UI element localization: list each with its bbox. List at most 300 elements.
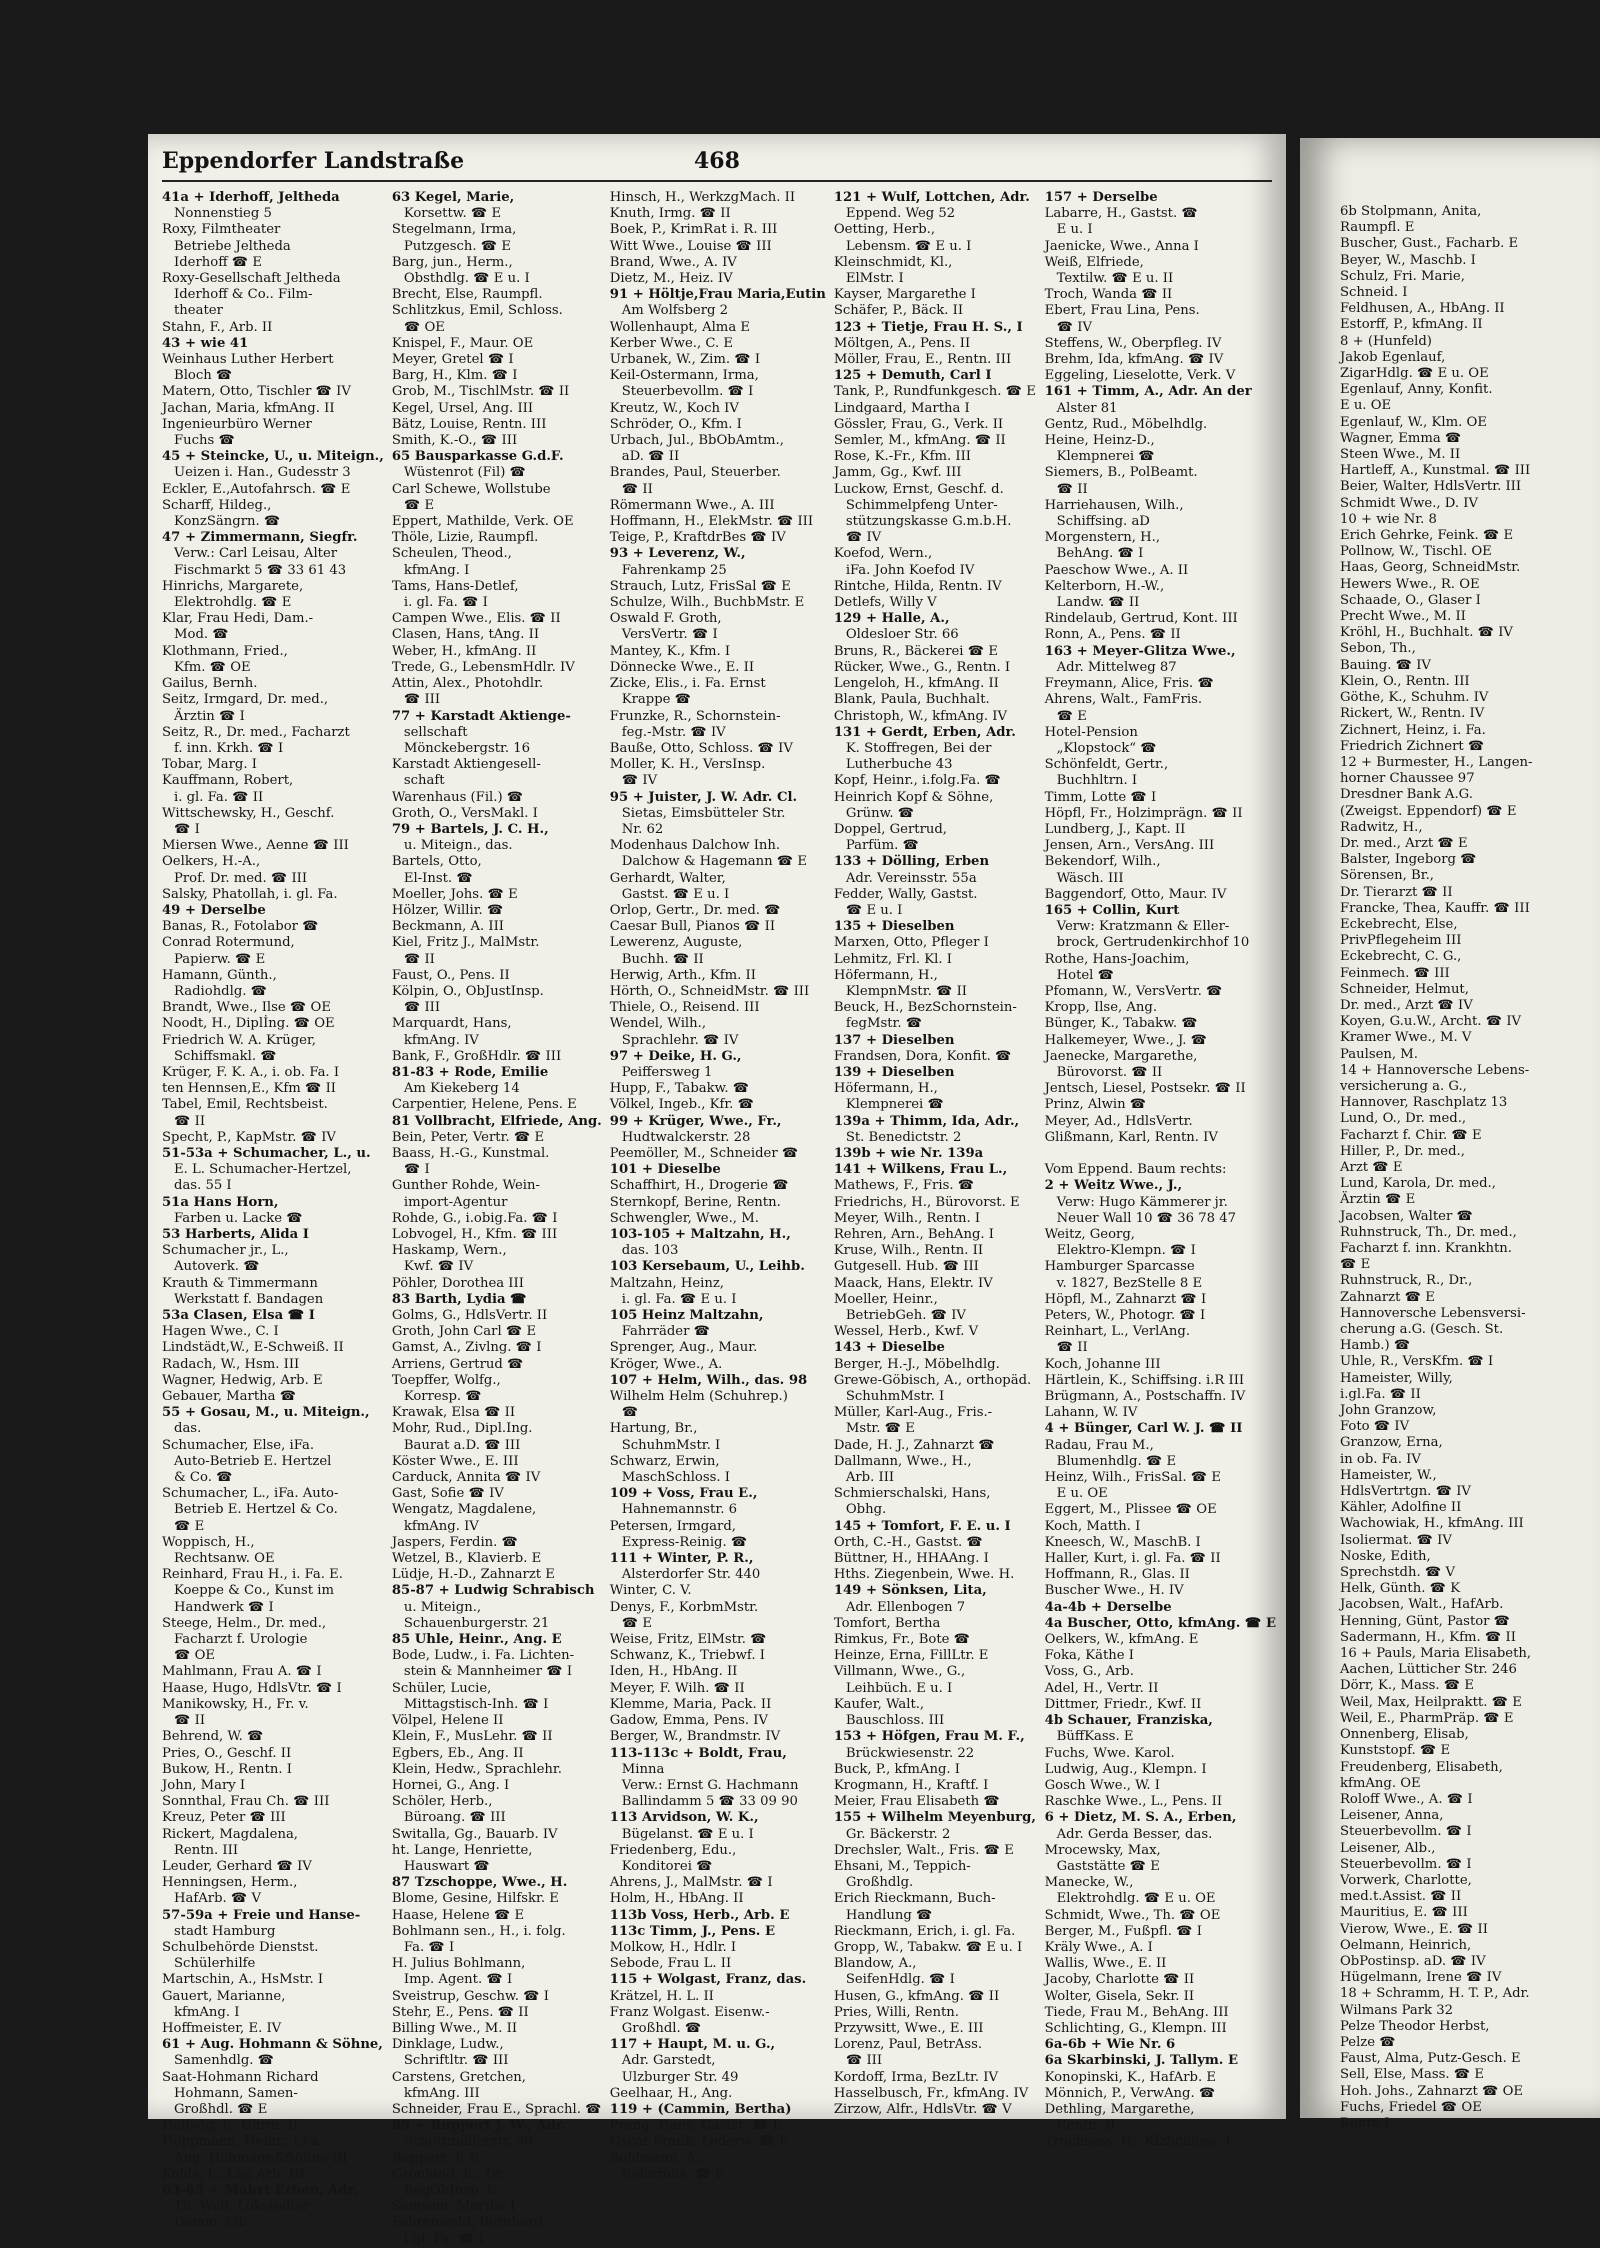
house-number-entry: 143 + Dieselbe <box>833 1340 945 1356</box>
house-number-entry: 43 + wie 41 <box>162 335 249 351</box>
directory-entry-line: Pöhler, Dorothea III <box>391 1275 524 1291</box>
directory-entry-line: Caesar Bull, Pianos ☎ II <box>609 919 776 935</box>
directory-entry-line: HdlsVertrtgn. ☎ IV <box>1340 1484 1471 1500</box>
directory-entry-line: Sprachlehr. ☎ IV <box>621 1032 739 1048</box>
directory-entry-line: Scharff, Hildeg., <box>162 497 272 513</box>
directory-entry-line: Jakob Egenlauf, <box>1340 349 1446 365</box>
house-number-entry: 51a Hans Horn, <box>162 1194 279 1210</box>
directory-entry-line: Klein, F., MusLehr. ☎ II <box>391 1729 553 1745</box>
directory-entry-line: El-Inst. ☎ <box>403 870 473 886</box>
directory-entry-line: Hartung, Br., <box>609 1421 698 1437</box>
directory-entry-line: Jensen, Arn., VersAng. III <box>1044 838 1215 854</box>
house-number-entry: 95 + Juister, J. W. Adr. Cl. <box>609 789 798 805</box>
directory-entry-line: Lüdje, H.-D., Zahnarzt E <box>391 1567 555 1583</box>
house-number-entry: 6a-6b + Wie Nr. 6 <box>1044 2037 1176 2053</box>
directory-entry-line: Schumacher, Else, iFa. <box>162 1437 315 1453</box>
house-number-entry: 163 + Meyer-Glitza Wwe., <box>1044 643 1236 659</box>
directory-entry-line: Rentn I <box>1340 2115 1390 2131</box>
directory-entry-line: Schwanz, K., Triebwf. I <box>609 1648 765 1664</box>
directory-entry-line: Haskamp, Wern., <box>391 1243 507 1259</box>
directory-entry-line: Berger, H.-J., Möbelhdlg. <box>833 1356 1000 1372</box>
directory-entry-line: Facharzt f. Urologie <box>174 1632 308 1648</box>
directory-entry-line: Büttner, H., HHAAng. I <box>833 1551 989 1567</box>
house-number-entry: 6a Skarbinski, J. Tallym. E <box>1044 2053 1239 2069</box>
directory-entry-line: Fa. ☎ I <box>403 1939 455 1955</box>
house-number-entry: 77 + Karstadt Aktienge- <box>391 708 571 724</box>
directory-entry-line: Stahn, F., Arb. II <box>162 319 273 335</box>
directory-entry-line: ☎ II <box>1056 1340 1088 1356</box>
directory-entry-line: Weitz, Georg, <box>1044 1227 1135 1242</box>
directory-entry-line: Schiffsmakl. ☎ <box>174 1048 277 1064</box>
directory-entry-line: E u. OE <box>1056 1486 1108 1502</box>
directory-entry-line: Leisener, Alb., <box>1340 1840 1436 1856</box>
directory-entry-line: Lehmitz, Frl. Kl. I <box>833 951 952 967</box>
directory-entry-line: Feinmech. ☎ III <box>1340 965 1450 981</box>
directory-entry-line: Brandes, Paul, Steuerber. <box>609 465 781 481</box>
directory-entry-line: Harriehausen, Wilh., <box>1044 497 1184 513</box>
directory-entry-line: Jaenicke, Wwe., Anna I <box>1044 238 1199 254</box>
directory-entry-line: Billing Wwe., M. II <box>391 2020 518 2036</box>
directory-entry-line: Jacobsen, Walter ☎ <box>1340 1208 1473 1224</box>
directory-entry-line: Hoffmann, R., Glas. II <box>1044 1567 1190 1583</box>
directory-entry-line: Werkstatt f. Bandagen <box>174 1291 324 1307</box>
directory-entry-line: Eckebrecht, C. G., <box>1340 949 1462 965</box>
directory-entry-line: Friedrichs, H., Bürovorst. E <box>833 1194 1020 1210</box>
directory-entry-line: Orth, C.-H., Gastst. ☎ <box>833 1534 983 1550</box>
directory-entry-line: Schaade, O., Glaser I <box>1340 592 1481 608</box>
directory-entry-line: Schulze, Wilh., BuchbMstr. E <box>609 595 805 611</box>
directory-entry-line: Knuth, Irmg. ☎ II <box>609 206 731 222</box>
directory-entry-line: Urbanek, W., Zim. ☎ I <box>609 352 761 368</box>
directory-entry-line: Samsam, Martha I <box>391 2199 516 2215</box>
house-number-entry: 47 + Zimmermann, Siegfr. <box>162 530 358 546</box>
directory-entry-line: Schumacher jr., L., <box>162 1243 289 1259</box>
directory-entry-line: Sebon, Th., <box>1340 641 1416 657</box>
directory-entry-line: Behrend, W. ☎ <box>162 1729 264 1745</box>
house-number-entry: 113c Timm, J., Pens. E <box>609 1923 776 1939</box>
directory-entry-line: Mönnich, P., VerwAng. ☎ <box>1044 2085 1216 2101</box>
directory-entry-line: Buchh. ☎ II <box>621 951 704 967</box>
directory-entry-line: Estorff, P., kfmAng. II <box>1340 317 1483 333</box>
directory-entry-line: ☎ E <box>1056 708 1087 724</box>
directory-entry-line: Lundberg, J., Kapt. II <box>1044 821 1186 837</box>
directory-entry-line: Ronn, A., Pens. ☎ II <box>1044 627 1181 643</box>
directory-entry-line: Peemöller, M., Schneider ☎ <box>609 1145 799 1161</box>
directory-entry-line: ☎ E u. I <box>845 902 903 918</box>
directory-entry-line: Winter, C. V. <box>609 1583 692 1599</box>
directory-entry-line: Frunzke, R., Schornstein- <box>609 708 781 724</box>
directory-entry-line: Arb. III <box>845 1470 895 1486</box>
directory-entry-line: Granzow, Erna, <box>1340 1435 1443 1451</box>
directory-entry-line: Koch, Johanne III <box>1044 1356 1161 1372</box>
directory-entry-line: Schlichting, G., Klempn. III <box>1044 2020 1227 2036</box>
directory-entry-line: kfmAng. OE <box>1340 1775 1421 1791</box>
directory-entry-line: Henningsen, Herm., <box>162 1875 298 1891</box>
directory-entry-line: Betrieb E. Hertzel & Co. <box>174 1502 338 1518</box>
directory-entry-line: Verw.: Carl Leisau, Alter <box>174 546 338 562</box>
directory-entry-line: Teige, P., KraftdrBes ☎ IV <box>609 530 786 546</box>
directory-entry-line: Baggendorf, Otto, Maur. IV <box>1044 886 1227 902</box>
directory-entry-line: Steffens, W., Oberpfleg. IV <box>1044 335 1222 351</box>
directory-entry-line: Maltzahn, Heinz, <box>609 1275 724 1291</box>
directory-entry-line: Elektrohdlg. ☎ E <box>174 595 292 611</box>
directory-entry-line: Semler, M., kfmAng. ☎ II <box>833 433 1006 449</box>
directory-entry-line: Müller, Karl-Aug., Fris.- <box>833 1405 993 1421</box>
directory-entry-line: Buscher, Gust., Facharb. E <box>1340 236 1519 252</box>
directory-entry-line: Husen, G., kfmAng. ☎ II <box>833 1988 1000 2004</box>
house-number-entry: 121 + Wulf, Lottchen, Adr. <box>833 190 1030 205</box>
directory-entry-line: Dinklage, Ludw., <box>391 2037 504 2053</box>
directory-entry-line: Manikowsky, H., Fr. v. <box>162 1696 309 1712</box>
directory-entry-line: (Zweigst. Eppendorf) ☎ E <box>1340 803 1517 819</box>
directory-entry-line: Hellwig, P., Uhrm. II <box>162 2118 299 2134</box>
directory-entry-line: Mstr. ☎ E <box>845 1421 915 1437</box>
directory-entry-line: Tobar, Marg. I <box>162 757 257 773</box>
directory-entry-line: Franz Wolgast. Eisenw.- <box>609 2004 770 2020</box>
directory-entry-line: Kreutz, W., Koch IV <box>609 400 739 416</box>
directory-entry-line: Aachen, Lütticher Str. 246 <box>1340 1662 1517 1678</box>
directory-entry-line: VersVertr. ☎ I <box>621 627 718 643</box>
directory-entry-line: Doppel, Gertrud, <box>833 821 948 837</box>
house-number-entry: 85-87 + Ludwig Schrabisch <box>391 1583 595 1599</box>
directory-entry-line: Dr. med., Arzt ☎ IV <box>1340 997 1473 1013</box>
directory-entry-line: Hagen Wwe., C. I <box>162 1324 279 1340</box>
directory-entry-line: Am Wolfsberg 2 <box>621 303 729 319</box>
directory-entry-line: Nr. 62 <box>621 821 664 837</box>
house-number-entry: 97 + Deike, H. G., <box>609 1048 742 1064</box>
directory-entry-line: Tomfort, Bertha <box>833 1615 941 1631</box>
directory-entry-line: Arriens, Gertrud ☎ <box>391 1356 524 1372</box>
directory-entry-line: Schauenburgerstr. 21 <box>403 1615 550 1631</box>
house-number-entry: 131 + Gerdt, Erben, Adr. <box>833 724 1016 740</box>
directory-entry-line: Adr. Gerda Besser, das. <box>1056 1826 1213 1842</box>
directory-entry-line: Schüler, Lucie, <box>391 1680 492 1696</box>
directory-entry-line: Koch, Matth. I <box>1044 1518 1141 1534</box>
directory-entry-line: Hasselbusch, Fr., kfmAng. IV <box>833 2085 1029 2101</box>
directory-entry-line: Stehr, E., Pens. ☎ II <box>391 2004 529 2020</box>
directory-entry-line: Kohls, F., Lag.Arb. III <box>162 2166 305 2182</box>
directory-entry-line: Brand, Wwe., A. IV <box>609 254 737 270</box>
directory-entry-line: St. Benedictstr. 2 <box>845 1129 962 1145</box>
directory-entry-line: ☎ IV <box>621 773 658 789</box>
directory-entry-line: Marquardt, Hans, <box>391 1016 512 1032</box>
directory-entry-line: Jacobsen, Walt., HafArb. <box>1340 1597 1504 1613</box>
directory-entry-line: Obsthdlg. ☎ E u. I <box>403 271 530 287</box>
directory-entry-line: Buck, P., kfmAng. I <box>833 1761 960 1777</box>
directory-entry-line: Lobvogel, H., Kfm. ☎ III <box>391 1227 558 1242</box>
directory-entry-line: Schäfer, P., Bäck. II <box>833 303 964 319</box>
directory-entry-line: Schönfeldt, Gertr., <box>1044 757 1169 773</box>
directory-entry-line: Alsterdorfer Str. 440 <box>621 1567 761 1583</box>
directory-entry-line: Precht Wwe., M. II <box>1340 609 1466 625</box>
directory-entry-line: Hartleff, A., Kunstmal. ☎ III <box>1340 463 1531 479</box>
directory-entry-line: Friedrich Zichnert ☎ <box>1340 738 1485 754</box>
directory-entry-line: i.gl. Fa. ☎ I <box>403 2231 484 2247</box>
directory-entry-line: Oscar Frank, Lederw. ☎ E <box>609 2134 789 2150</box>
directory-entry-line: Hiller, P., Dr. med., <box>1340 1143 1465 1159</box>
house-number-entry: 93 + Leverenz, W., <box>609 546 746 562</box>
directory-entry-line: Seitz, R., Dr. med., Facharzt <box>162 724 350 740</box>
directory-entry-line: Göthe, K., Schuhm. IV <box>1340 690 1489 706</box>
directory-entry-line: Gastst. ☎ E u. I <box>621 886 730 902</box>
directory-entry-line: Mrocewsky, Max, <box>1044 1842 1161 1858</box>
directory-entry-line: Oelkers, W., kfmAng. E <box>1044 1632 1199 1648</box>
directory-entry-line: Römermann Wwe., A. III <box>609 497 775 513</box>
house-number-entry: 85 Uhle, Heinr., Ang. E <box>391 1632 562 1648</box>
directory-entry-line: Dallmann, Wwe., H., <box>833 1453 972 1469</box>
house-number-entry: 113-113c + Boldt, Frau, <box>609 1745 787 1761</box>
directory-entry-line: Voss, G., Arb. <box>1044 1664 1134 1680</box>
directory-entry-line: f. inn. Krkh. ☎ I <box>174 740 284 756</box>
directory-entry-line: Kwf. ☎ IV <box>403 1259 474 1275</box>
directory-entry-line: Moeller, Heinr., <box>833 1291 938 1307</box>
directory-entry-line: Sprenger, Aug., Maur. <box>609 1340 758 1356</box>
directory-entry-line: Brehm, Ida, kfmAng. ☎ IV <box>1044 352 1224 368</box>
directory-entry-line: Minna <box>621 1761 665 1777</box>
directory-page <box>148 134 1286 2247</box>
directory-entry-line: Kegel, Ursel, Ang. III <box>391 400 534 416</box>
directory-entry-line: Kröger, Wwe., A. <box>609 1356 723 1372</box>
directory-entry-line: Buchhltrn. I <box>1056 773 1138 789</box>
directory-entry-line: Bügelanst. ☎ E u. I <box>621 1826 754 1842</box>
directory-entry-line: Großhdlg. <box>845 1875 914 1891</box>
directory-entry-line: Konopinski, K., HafArb. E <box>1044 2069 1216 2085</box>
directory-entry-line: Wilhelm Helm (Schuhrep.) <box>609 1389 788 1405</box>
directory-entry-line: Schneider, Frau E., Sprachl. ☎ <box>391 2101 602 2117</box>
house-number-entry: 135 + Dieselben <box>833 919 955 935</box>
directory-entry-line: Strauch, Lutz, FrisSal ☎ E <box>609 578 791 594</box>
directory-entry-line: in ob. Fa. IV <box>1340 1451 1421 1467</box>
directory-entry-line: Peiffersweg 1 <box>621 1064 713 1080</box>
directory-entry-line: Kopf, Heinr., i.folg.Fa. ☎ <box>833 773 1001 789</box>
house-number-entry: 87 Tzschoppe, Wwe., H. <box>391 1875 568 1891</box>
directory-entry-line: Egenlauf, W., Klm. OE <box>1340 414 1487 430</box>
directory-entry-line: Rindelaub, Gertrud, Kont. III <box>1044 611 1238 627</box>
directory-entry-line: Trede, G., LebensmHdlr. IV <box>391 659 575 675</box>
directory-entry-line: Woppisch, H., <box>162 1534 255 1550</box>
directory-entry-line: Timm, Lotte ☎ I <box>1044 789 1157 805</box>
directory-entry-line: Lund, O., Dr. med., <box>1340 1111 1467 1127</box>
directory-entry-line: Kiel, Fritz J., MalMstr. <box>391 935 540 951</box>
directory-entry-line: Blome, Gesine, Hilfskr. E <box>391 1891 559 1907</box>
directory-entry-line: Bauße, Otto, Schloss. ☎ IV <box>609 740 793 756</box>
directory-entry-line: Gast, Sofie ☎ IV <box>391 1486 504 1502</box>
directory-entry-line: Francke, Thea, Kauffr. ☎ III <box>1340 900 1530 916</box>
directory-entry-line: Hahnemannstr. 6 <box>621 1502 737 1518</box>
directory-entry-line: Weil, E., PharmPräp. ☎ E <box>1340 1710 1514 1726</box>
directory-entry-line: Fuchs, Wwe. Karol. <box>1044 1745 1175 1761</box>
directory-entry-line: Lebensm. ☎ E u. I <box>845 238 972 254</box>
directory-entry-line: Leihbüch. E u. I <box>845 1680 953 1696</box>
directory-entry-line: Gentz, Rud., Möbelhdlg. <box>1044 416 1208 432</box>
directory-entry-line: Weil, Max, Heilpraktt. ☎ E <box>1340 1694 1522 1710</box>
directory-entry-line: Ruhnstruck, R., Dr., <box>1340 1273 1473 1289</box>
directory-entry-line: Jaenecke, Margarethe, <box>1044 1048 1198 1064</box>
column-2 <box>391 190 602 2247</box>
directory-entry-line: Eckler, E.,Autofahrsch. ☎ E <box>162 481 351 497</box>
directory-entry-line: ☎ II <box>621 481 653 497</box>
directory-entry-line: Gr. Bäckerstr. 2 <box>845 1826 951 1842</box>
directory-entry-line: Adr. Garstedt, <box>621 2053 716 2069</box>
directory-entry-line: Gosch Wwe., W. I <box>1044 1777 1161 1793</box>
directory-entry-line: Schöler, Herb., <box>391 1794 493 1810</box>
directory-entry-line: John, Mary I <box>162 1777 246 1793</box>
directory-entry-line: Kräly Wwe., A. I <box>1044 1939 1153 1955</box>
house-number-entry: 6 + Dietz, M. S. A., Erben, <box>1044 1810 1237 1826</box>
house-number-entry: 145 + Tomfort, F. E. u. I <box>833 1518 1011 1534</box>
directory-entry-line: Wengatz, Magdalene, <box>391 1502 537 1518</box>
directory-entry-line: Krauth & Timmermann <box>162 1275 318 1291</box>
house-number-entry: 4 + Bünger, Carl W. J. ☎ II <box>1044 1421 1243 1437</box>
directory-entry-line: Prinz, Alwin ☎ <box>1044 1097 1147 1113</box>
directory-entry-line: Kayser, Margarethe I <box>833 287 976 303</box>
directory-entry-line: Beuck, H., BezSchornstein- <box>833 1000 1017 1016</box>
directory-entry-line: Dethling, Margarethe, <box>1044 2101 1195 2117</box>
directory-entry-line: Oelmann, Heinrich, <box>1340 1937 1472 1953</box>
directory-entry-line: cherung a.G. (Gesch. St. <box>1340 1322 1504 1338</box>
directory-entry-line: Grünw. ☎ <box>845 805 915 821</box>
directory-entry-line: Klempnerei ☎ <box>1056 449 1155 465</box>
directory-entry-line: Bauing. ☎ IV <box>1340 657 1431 673</box>
directory-entry-line: Ulzburger Str. 49 <box>621 2069 739 2085</box>
directory-entry-line: sellschaft <box>403 724 468 740</box>
directory-entry-line: Zahnarzt ☎ E <box>1340 1289 1435 1305</box>
directory-entry-line: Klemme, Maria, Pack. II <box>609 1696 772 1712</box>
directory-entry-line: Raschke Wwe., L., Pens. II <box>1044 1794 1223 1810</box>
house-number-entry: 101 + Dieselbe <box>609 1162 721 1178</box>
directory-entry-line: versicherung a. G., <box>1340 1078 1467 1094</box>
directory-entry-line: Schiffsing. aD <box>1056 514 1150 530</box>
house-number-entry: 4a Buscher, Otto, kfmAng. ☎ E <box>1044 1615 1276 1631</box>
directory-entry-line: Schulz, Fri. Marie, <box>1340 268 1465 284</box>
directory-entry-line: Eckebrecht, Else, <box>1340 916 1458 932</box>
directory-entry-line: Boek, P., KrimRat i. R. III <box>609 222 778 238</box>
directory-entry-line: Klein, O., Rentn. III <box>1340 673 1470 689</box>
directory-entry-line: Gössler, Frau, G., Verk. II <box>833 416 1004 432</box>
directory-entry-line: Gailus, Bernh. <box>162 676 258 692</box>
directory-entry-line: Ehsani, M., Teppich- <box>833 1858 971 1874</box>
directory-entry-line: 10 + wie Nr. 8 <box>1340 511 1437 527</box>
directory-entry-line: Rickert, Magdalena, <box>162 1826 298 1842</box>
directory-entry-line: Am Kiekeberg 14 <box>403 1081 520 1097</box>
house-number-entry: 105 Heinz Maltzahn, <box>609 1308 764 1324</box>
directory-entry-line: Blandow, A., <box>833 1956 917 1972</box>
directory-entry-line: Jaspers, Ferdin. ☎ <box>391 1534 518 1550</box>
house-number-entry: 113b Voss, Herb., Arb. E <box>609 1907 790 1923</box>
directory-entry-line: Textilw. ☎ E u. II <box>1056 271 1174 287</box>
directory-entry-line: Zicke, Elis., i. Fa. Ernst <box>609 676 766 692</box>
directory-entry-line: Wilmans Park 32 <box>1340 2002 1453 2018</box>
directory-entry-line: Büroang. ☎ III <box>403 1810 506 1826</box>
house-number-entry: 2 + Weitz Wwe., J., <box>1044 1178 1183 1194</box>
directory-entry-line: Lahann, W. IV <box>1044 1405 1138 1421</box>
directory-entry-line: Rücker, Wwe., G., Rentn. I <box>833 659 1011 675</box>
directory-entry-line: feg.-Mstr. ☎ IV <box>621 724 726 740</box>
directory-entry-line: Vom Eppend. Baum rechts: <box>1044 1162 1227 1178</box>
next-page-column <box>1340 204 1600 2131</box>
directory-entry-line: Onnenberg, Elisab, <box>1340 1727 1469 1743</box>
directory-entry-line: Pfomann, W., VersVertr. ☎ <box>1044 983 1223 999</box>
directory-entry-line: Heine, Heinz-D., <box>1044 433 1155 449</box>
directory-entry-line: Krüger, F. K. A., i. ob. Fa. I <box>162 1064 340 1080</box>
directory-entry-line: Radau, Frau M., <box>1044 1437 1154 1453</box>
directory-entry-line: KonzSängrn. ☎ <box>174 514 281 530</box>
directory-entry-line: ☎ I <box>403 1162 430 1178</box>
directory-entry-line: Zichnert, Heinz, i. Fa. <box>1340 722 1486 738</box>
directory-entry-line: Facharzt f. Chir. ☎ E <box>1340 1127 1482 1143</box>
directory-entry-line: Schwarz, Erwin, <box>609 1453 720 1469</box>
directory-entry-line: horner Chaussee 97 <box>1340 771 1475 787</box>
directory-entry-line: Foka, Käthe I <box>1044 1648 1134 1664</box>
directory-entry-line: Berger, W., Brandmstr. IV <box>609 1729 781 1745</box>
directory-entry-line: Auto-Betrieb E. Hertzel <box>174 1453 332 1469</box>
directory-entry-line: Hornei, G., Ang. I <box>391 1777 510 1793</box>
directory-entry-line: Wetzel, B., Klavierb. E <box>391 1551 542 1567</box>
directory-entry-line: Conrad Rotermund, <box>162 935 295 951</box>
directory-entry-line: Rothe, Hans-Joachim, <box>1044 951 1190 967</box>
directory-entry-line: Buscher Wwe., H. IV <box>1044 1583 1184 1599</box>
directory-entry-line: Schimmelpfeng Unter- <box>845 497 998 513</box>
directory-entry-line: Rimkus, Fr., Bote ☎ <box>833 1632 971 1648</box>
directory-entry-line: Hoppmann, Heinr., i.Fa. <box>162 2134 323 2150</box>
directory-entry-line: ☎ IV <box>1056 319 1092 335</box>
directory-entry-line: Thöle, Lizie, Raumpfl. <box>391 530 539 546</box>
directory-entry-line: K. Stoffregen, Bei der <box>845 740 992 756</box>
directory-entry-line: Konditorei ☎ <box>621 1858 713 1874</box>
directory-entry-line: Eppert, Mathilde, Verk. OE <box>391 514 574 530</box>
directory-entry-line: Heinrich Kopf & Söhne, <box>833 789 994 805</box>
directory-entry-line: Großhdl. ☎ E <box>174 2101 268 2117</box>
directory-entry-line: Tiede, Frau M., BehAng. III <box>1044 2004 1229 2020</box>
directory-entry-line: Handlung ☎ <box>845 1907 933 1923</box>
directory-entry-line: Möltgen, A., Pens. II <box>833 335 971 351</box>
directory-entry-line: Hinrichs, Margarete, <box>162 578 304 594</box>
directory-entry-line: Prof. Dr. med. ☎ III <box>174 870 308 886</box>
directory-entry-line: Brandt, Wwe., Ilse ☎ OE <box>162 1000 331 1016</box>
directory-entry-line: Meyer, Wilh., Rentn. I <box>833 1210 981 1226</box>
directory-entry-line: Bekendorf, Wilh., <box>1044 854 1161 870</box>
directory-entry-line: Switalla, Gg., Bauarb. IV <box>391 1826 558 1842</box>
directory-entry-line: Krappe ☎ <box>621 692 692 708</box>
directory-entry-line: Erich Gehrke, Feink. ☎ E <box>1340 528 1514 544</box>
directory-entry-line: SchuhmMstr. I <box>845 1389 945 1405</box>
directory-entry-line: Ludwig, Aug., Klempn. I <box>1044 1761 1207 1777</box>
directory-entry-line: Damm 33b <box>174 2215 247 2231</box>
directory-entry-line: 6b Stolpmann, Anita, <box>1340 204 1482 219</box>
directory-entry-line: Lorenz, Paul, BetrAss. <box>833 2037 983 2053</box>
directory-entry-line: Martschin, A., HsMstr. I <box>162 1972 324 1988</box>
house-number-entry: 113 Arvidson, W. K., <box>609 1810 759 1826</box>
directory-entry-line: Autoverk. ☎ <box>174 1259 260 1275</box>
directory-entry-line: Wagner, Emma ☎ <box>1340 430 1462 446</box>
directory-entry-line: Iderhoff ☎ E <box>174 254 262 270</box>
directory-entry-line: Carl Schewe, Wollstube <box>391 481 551 497</box>
directory-entry-line: Jacoby, Charlotte ☎ II <box>1044 1972 1195 1988</box>
directory-entry-line: kfmAng. IV <box>403 1032 479 1048</box>
directory-entry-line: Rose, K.-Fr., Kfm. III <box>833 449 971 465</box>
directory-entry-line: stein & Mannheimer ☎ I <box>403 1664 573 1680</box>
directory-entry-line: Eggeling, Lieselotte, Verk. V <box>1044 368 1236 384</box>
directory-entry-line: Dr. med., Arzt ☎ E <box>1340 835 1468 851</box>
directory-entry-line: ☎ III <box>403 1000 441 1016</box>
directory-entry-line: v. 1827, BezStelle 8 E <box>1056 1275 1203 1291</box>
directory-entry-line: aD. ☎ II <box>621 449 680 465</box>
directory-entry-line: Hupp, F., Tabakw. ☎ <box>609 1081 750 1097</box>
directory-entry-line: Hannoversche Lebensversi- <box>1340 1305 1526 1321</box>
directory-entry-line: Henning, Günt, Pastor ☎ <box>1340 1613 1511 1629</box>
directory-entry-line: Weiß, Elfriede, <box>1044 254 1144 270</box>
directory-entry-line: ☎ I <box>174 821 200 837</box>
